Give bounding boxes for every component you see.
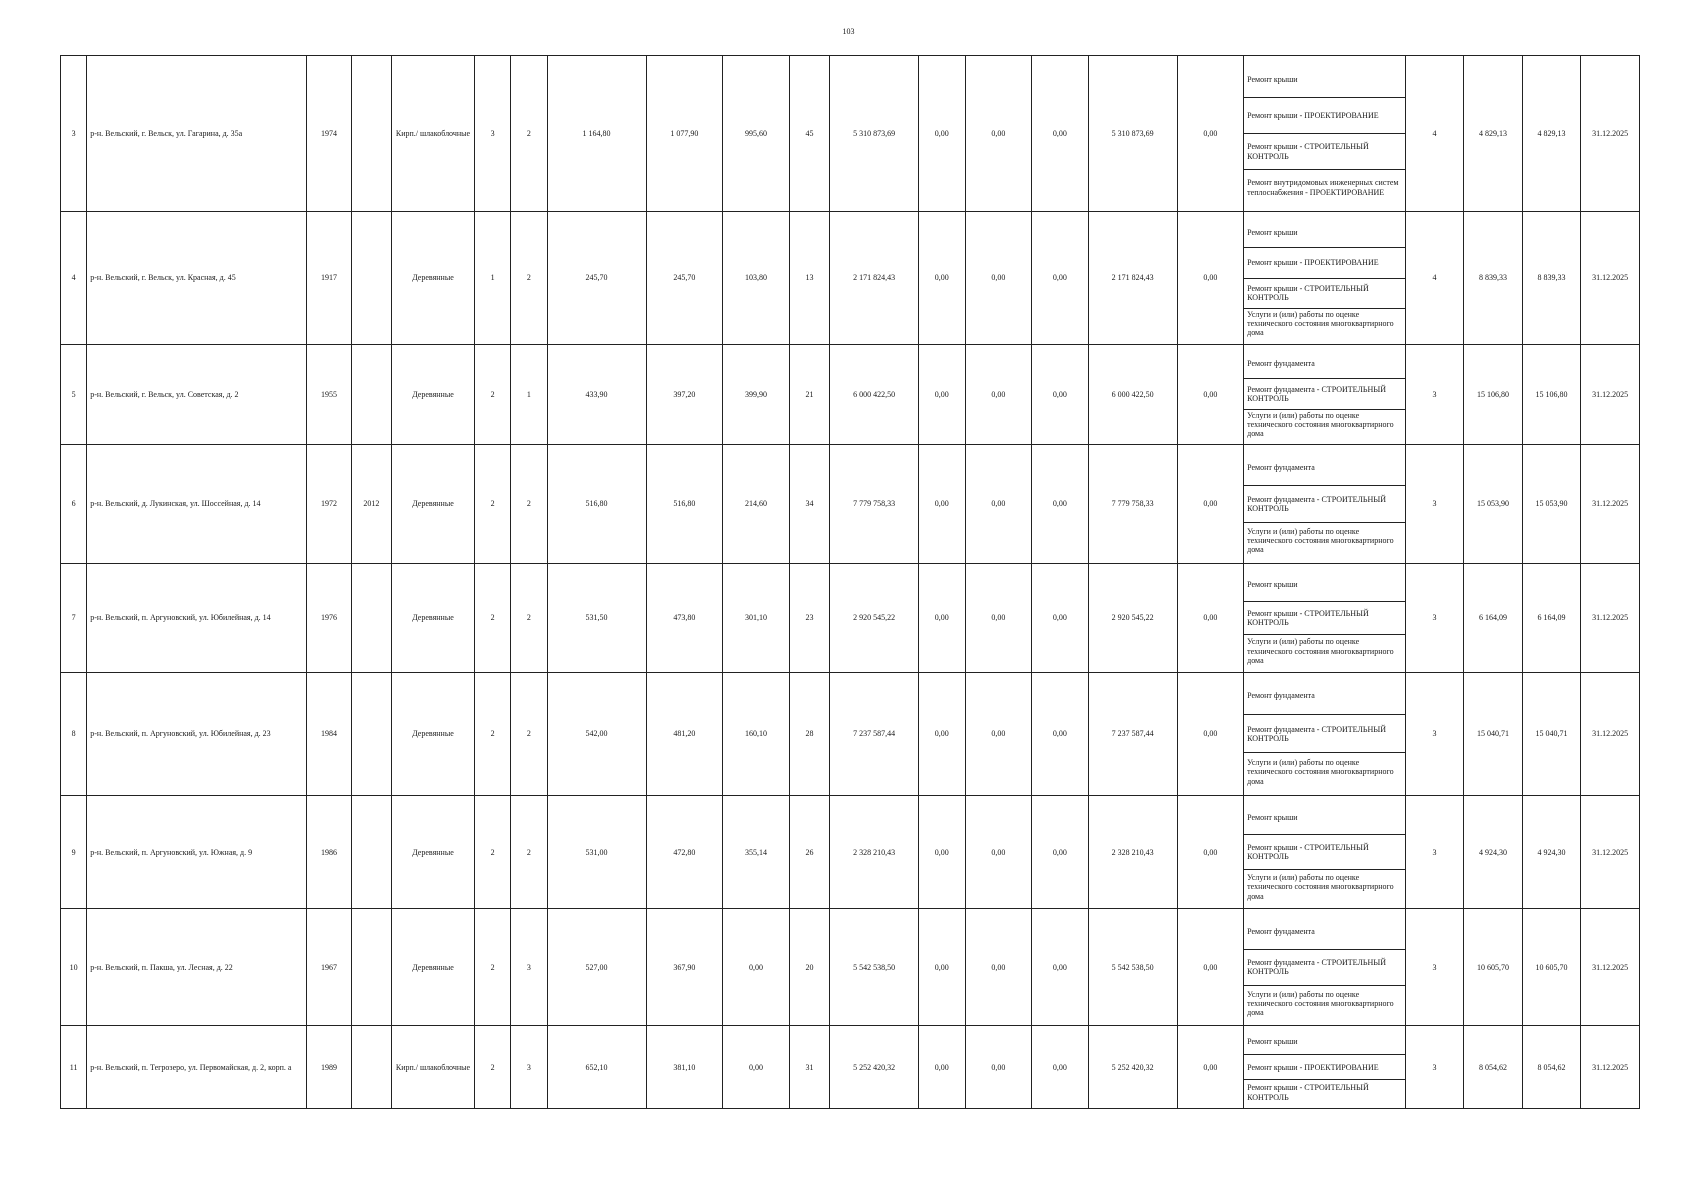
living-area-cell: 473,80 bbox=[646, 564, 723, 673]
residential-area-cell: 355,14 bbox=[723, 796, 790, 909]
total-cost-cell: 6 000 422,50 bbox=[830, 344, 919, 444]
municipal-cost-cell: 0,00 bbox=[1032, 344, 1089, 444]
floors-cell: 2 bbox=[474, 672, 510, 796]
fund-cost-cell: 0,00 bbox=[919, 344, 965, 444]
regional-cost-cell: 0,00 bbox=[965, 56, 1032, 212]
other-cost-cell: 0,00 bbox=[1177, 444, 1244, 563]
wall-material-cell: Кирп./ шлакоблочные bbox=[392, 56, 475, 212]
wall-material-cell: Деревянные bbox=[392, 444, 475, 563]
wall-material-cell: Деревянные bbox=[392, 672, 475, 796]
unit-cost-max-cell: 10 605,70 bbox=[1522, 909, 1581, 1026]
other-cost-cell: 0,00 bbox=[1177, 672, 1244, 796]
works-list-cell bbox=[1244, 796, 1406, 909]
total-area-cell: 1 164,80 bbox=[547, 56, 646, 212]
work-item: Ремонт фундамента - СТРОИТЕЛЬНЫЙ КОНТРОЛЬ bbox=[1244, 486, 1405, 523]
table-row bbox=[61, 344, 1640, 444]
total-area-cell: 531,00 bbox=[547, 796, 646, 909]
regional-cost-cell: 0,00 bbox=[965, 796, 1032, 909]
living-area-cell: 1 077,90 bbox=[646, 56, 723, 212]
wall-material-cell: Деревянные bbox=[392, 796, 475, 909]
living-area-cell: 381,10 bbox=[646, 1026, 723, 1109]
deadline-cell: 31.12.2025 bbox=[1581, 1026, 1640, 1109]
work-item: Ремонт фундамента - СТРОИТЕЛЬНЫЙ КОНТРОЛЬ bbox=[1244, 950, 1405, 986]
unit-cost-max-cell: 6 164,09 bbox=[1522, 564, 1581, 673]
row-number: 8 bbox=[61, 672, 87, 796]
fund-cost-cell: 0,00 bbox=[919, 56, 965, 212]
entrances-cell: 2 bbox=[511, 444, 547, 563]
works-list-cell bbox=[1244, 212, 1406, 344]
total-area-cell: 542,00 bbox=[547, 672, 646, 796]
work-item: Услуги и (или) работы по оценке технического состояния многоквартирного дома bbox=[1247, 758, 1394, 786]
owners-cost-cell: 5 542 538,50 bbox=[1088, 909, 1177, 1026]
wall-material-cell: Кирп./ шлакоблочные bbox=[392, 1026, 475, 1109]
row-number: 6 bbox=[61, 444, 87, 563]
residential-area-cell: 995,60 bbox=[723, 56, 790, 212]
deadline-cell: 31.12.2025 bbox=[1581, 796, 1640, 909]
other-cost-cell: 0,00 bbox=[1177, 564, 1244, 673]
total-cost-cell: 5 252 420,32 bbox=[830, 1026, 919, 1109]
work-item: Ремонт фундамента bbox=[1244, 677, 1405, 715]
work-count-cell: 4 bbox=[1405, 212, 1464, 344]
year-built-cell: 1917 bbox=[307, 212, 351, 344]
address-cell: р-н. Вельский, п. Аргуновский, ул. Юбилейная, д. 14 bbox=[87, 564, 307, 673]
wall-material-cell: Деревянные bbox=[392, 344, 475, 444]
row-number: 3 bbox=[61, 56, 87, 212]
total-cost-cell: 2 920 545,22 bbox=[830, 564, 919, 673]
total-cost-cell: 5 310 873,69 bbox=[830, 56, 919, 212]
year-renovation-cell: 2012 bbox=[351, 444, 391, 563]
floors-cell: 2 bbox=[474, 444, 510, 563]
total-area-cell: 516,80 bbox=[547, 444, 646, 563]
fund-cost-cell: 0,00 bbox=[919, 564, 965, 673]
works-list-cell bbox=[1244, 564, 1406, 673]
residential-area-cell: 160,10 bbox=[723, 672, 790, 796]
row-number: 7 bbox=[61, 564, 87, 673]
residential-area-cell: 103,80 bbox=[723, 212, 790, 344]
year-built-cell: 1972 bbox=[307, 444, 351, 563]
year-renovation-cell bbox=[351, 796, 391, 909]
row-number: 10 bbox=[61, 909, 87, 1026]
work-count-cell: 3 bbox=[1405, 1026, 1464, 1109]
living-area-cell: 516,80 bbox=[646, 444, 723, 563]
address-cell: р-н. Вельский, г. Вельск, ул. Гагарина, д. 35а bbox=[87, 56, 307, 212]
year-renovation-cell bbox=[351, 344, 391, 444]
residential-area-cell: 301,10 bbox=[723, 564, 790, 673]
work-item: Ремонт внутридомовых инженерных систем теплоснабжения - ПРОЕКТИРОВАНИЕ bbox=[1247, 178, 1399, 197]
works-list-cell bbox=[1244, 1026, 1406, 1109]
deadline-cell: 31.12.2025 bbox=[1581, 444, 1640, 563]
floors-cell: 2 bbox=[474, 344, 510, 444]
owners-cost-cell: 7 237 587,44 bbox=[1088, 672, 1177, 796]
fund-cost-cell: 0,00 bbox=[919, 1026, 965, 1109]
works-list-cell bbox=[1244, 56, 1406, 212]
work-item: Ремонт фундамента bbox=[1244, 349, 1405, 380]
table-row bbox=[61, 1026, 1640, 1109]
work-item: Ремонт крыши - СТРОИТЕЛЬНЫЙ КОНТРОЛЬ bbox=[1244, 134, 1405, 170]
living-area-cell: 245,70 bbox=[646, 212, 723, 344]
address-cell: р-н. Вельский, д. Лукинская, ул. Шоссейная, д. 14 bbox=[87, 444, 307, 563]
owners-cost-cell: 2 171 824,43 bbox=[1088, 212, 1177, 344]
work-item: Услуги и (или) работы по оценке технического состояния многоквартирного дома bbox=[1247, 873, 1394, 901]
row-number: 4 bbox=[61, 212, 87, 344]
total-area-cell: 531,50 bbox=[547, 564, 646, 673]
total-cost-cell: 2 171 824,43 bbox=[830, 212, 919, 344]
year-built-cell: 1955 bbox=[307, 344, 351, 444]
work-item: Ремонт фундамента bbox=[1244, 914, 1405, 950]
address-cell: р-н. Вельский, п. Пакша, ул. Лесная, д. 22 bbox=[87, 909, 307, 1026]
unit-cost-max-cell: 4 924,30 bbox=[1522, 796, 1581, 909]
capital-repair-table bbox=[60, 55, 1640, 1109]
entrances-cell: 2 bbox=[511, 56, 547, 212]
entrances-cell: 2 bbox=[511, 796, 547, 909]
work-count-cell: 4 bbox=[1405, 56, 1464, 212]
deadline-cell: 31.12.2025 bbox=[1581, 212, 1640, 344]
deadline-cell: 31.12.2025 bbox=[1581, 564, 1640, 673]
residents-count-cell: 23 bbox=[789, 564, 829, 673]
unit-cost-max-cell: 8 054,62 bbox=[1522, 1026, 1581, 1109]
fund-cost-cell: 0,00 bbox=[919, 444, 965, 563]
total-cost-cell: 7 779 758,33 bbox=[830, 444, 919, 563]
address-cell: р-н. Вельский, п. Аргуновский, ул. Южная, д. 9 bbox=[87, 796, 307, 909]
work-count-cell: 3 bbox=[1405, 444, 1464, 563]
floors-cell: 1 bbox=[474, 212, 510, 344]
fund-cost-cell: 0,00 bbox=[919, 909, 965, 1026]
table-row bbox=[61, 672, 1640, 796]
municipal-cost-cell: 0,00 bbox=[1032, 564, 1089, 673]
year-built-cell: 1984 bbox=[307, 672, 351, 796]
work-item: Ремонт крыши - СТРОИТЕЛЬНЫЙ КОНТРОЛЬ bbox=[1244, 835, 1405, 870]
work-item: Услуги и (или) работы по оценке технического состояния многоквартирного дома bbox=[1247, 526, 1394, 555]
other-cost-cell: 0,00 bbox=[1177, 1026, 1244, 1109]
wall-material-cell: Деревянные bbox=[392, 212, 475, 344]
fund-cost-cell: 0,00 bbox=[919, 672, 965, 796]
work-item: Ремонт крыши - СТРОИТЕЛЬНЫЙ КОНТРОЛЬ bbox=[1247, 1083, 1369, 1102]
unit-cost-cell: 15 106,80 bbox=[1464, 344, 1523, 444]
row-number: 5 bbox=[61, 344, 87, 444]
municipal-cost-cell: 0,00 bbox=[1032, 909, 1089, 1026]
address-cell: р-н. Вельский, п. Тегрозеро, ул. Первомайская, д. 2, корп. а bbox=[87, 1026, 307, 1109]
table-row bbox=[61, 56, 1640, 212]
page-number: 103 bbox=[842, 27, 855, 36]
municipal-cost-cell: 0,00 bbox=[1032, 56, 1089, 212]
residential-area-cell: 0,00 bbox=[723, 1026, 790, 1109]
fund-cost-cell: 0,00 bbox=[919, 796, 965, 909]
year-renovation-cell bbox=[351, 564, 391, 673]
work-item: Услуги и (или) работы по оценке технического состояния многоквартирного дома bbox=[1247, 989, 1394, 1017]
floors-cell: 3 bbox=[474, 56, 510, 212]
work-item: Ремонт крыши - ПРОЕКТИРОВАНИЕ bbox=[1244, 248, 1405, 278]
regional-cost-cell: 0,00 bbox=[965, 909, 1032, 1026]
year-built-cell: 1989 bbox=[307, 1026, 351, 1109]
total-cost-cell: 7 237 587,44 bbox=[830, 672, 919, 796]
work-item: Услуги и (или) работы по оценке технического состояния многоквартирного дома bbox=[1247, 637, 1394, 665]
address-cell: р-н. Вельский, г. Вельск, ул. Советская, д. 2 bbox=[87, 344, 307, 444]
year-built-cell: 1974 bbox=[307, 56, 351, 212]
row-number: 9 bbox=[61, 796, 87, 909]
year-renovation-cell bbox=[351, 56, 391, 212]
works-list-cell bbox=[1244, 672, 1406, 796]
other-cost-cell: 0,00 bbox=[1177, 56, 1244, 212]
total-area-cell: 433,90 bbox=[547, 344, 646, 444]
municipal-cost-cell: 0,00 bbox=[1032, 796, 1089, 909]
living-area-cell: 472,80 bbox=[646, 796, 723, 909]
unit-cost-cell: 4 829,13 bbox=[1464, 56, 1523, 212]
entrances-cell: 1 bbox=[511, 344, 547, 444]
regional-cost-cell: 0,00 bbox=[965, 1026, 1032, 1109]
residents-count-cell: 45 bbox=[789, 56, 829, 212]
regional-cost-cell: 0,00 bbox=[965, 672, 1032, 796]
other-cost-cell: 0,00 bbox=[1177, 212, 1244, 344]
owners-cost-cell: 5 310 873,69 bbox=[1088, 56, 1177, 212]
unit-cost-cell: 4 924,30 bbox=[1464, 796, 1523, 909]
unit-cost-max-cell: 15 053,90 bbox=[1522, 444, 1581, 563]
address-cell: р-н. Вельский, г. Вельск, ул. Красная, д. 45 bbox=[87, 212, 307, 344]
work-item: Ремонт крыши - СТРОИТЕЛЬНЫЙ КОНТРОЛЬ bbox=[1244, 279, 1405, 309]
living-area-cell: 397,20 bbox=[646, 344, 723, 444]
total-area-cell: 527,00 bbox=[547, 909, 646, 1026]
year-renovation-cell bbox=[351, 672, 391, 796]
regional-cost-cell: 0,00 bbox=[965, 344, 1032, 444]
other-cost-cell: 0,00 bbox=[1177, 909, 1244, 1026]
unit-cost-cell: 15 040,71 bbox=[1464, 672, 1523, 796]
owners-cost-cell: 2 920 545,22 bbox=[1088, 564, 1177, 673]
entrances-cell: 2 bbox=[511, 672, 547, 796]
unit-cost-max-cell: 8 839,33 bbox=[1522, 212, 1581, 344]
table-row bbox=[61, 212, 1640, 344]
work-item: Ремонт крыши bbox=[1244, 218, 1405, 248]
regional-cost-cell: 0,00 bbox=[965, 444, 1032, 563]
table-row bbox=[61, 444, 1640, 563]
owners-cost-cell: 6 000 422,50 bbox=[1088, 344, 1177, 444]
year-renovation-cell bbox=[351, 212, 391, 344]
residential-area-cell: 0,00 bbox=[723, 909, 790, 1026]
unit-cost-max-cell: 4 829,13 bbox=[1522, 56, 1581, 212]
deadline-cell: 31.12.2025 bbox=[1581, 344, 1640, 444]
work-item: Ремонт фундамента - СТРОИТЕЛЬНЫЙ КОНТРОЛЬ bbox=[1244, 715, 1405, 753]
work-item: Ремонт фундамента - СТРОИТЕЛЬНЫЙ КОНТРОЛЬ bbox=[1244, 379, 1405, 410]
residents-count-cell: 20 bbox=[789, 909, 829, 1026]
work-count-cell: 3 bbox=[1405, 796, 1464, 909]
wall-material-cell: Деревянные bbox=[392, 564, 475, 673]
residential-area-cell: 399,90 bbox=[723, 344, 790, 444]
residents-count-cell: 21 bbox=[789, 344, 829, 444]
year-built-cell: 1976 bbox=[307, 564, 351, 673]
work-item: Ремонт фундамента bbox=[1244, 449, 1405, 486]
deadline-cell: 31.12.2025 bbox=[1581, 56, 1640, 212]
work-item: Ремонт крыши - ПРОЕКТИРОВАНИЕ bbox=[1244, 1055, 1405, 1080]
work-item: Ремонт крыши bbox=[1244, 568, 1405, 601]
unit-cost-cell: 10 605,70 bbox=[1464, 909, 1523, 1026]
table-body bbox=[61, 56, 1640, 1109]
floors-cell: 2 bbox=[474, 564, 510, 673]
work-item: Ремонт крыши bbox=[1244, 1030, 1405, 1055]
residents-count-cell: 13 bbox=[789, 212, 829, 344]
unit-cost-max-cell: 15 106,80 bbox=[1522, 344, 1581, 444]
unit-cost-cell: 15 053,90 bbox=[1464, 444, 1523, 563]
work-count-cell: 3 bbox=[1405, 564, 1464, 673]
residential-area-cell: 214,60 bbox=[723, 444, 790, 563]
other-cost-cell: 0,00 bbox=[1177, 796, 1244, 909]
work-count-cell: 3 bbox=[1405, 344, 1464, 444]
table-row bbox=[61, 796, 1640, 909]
owners-cost-cell: 5 252 420,32 bbox=[1088, 1026, 1177, 1109]
regional-cost-cell: 0,00 bbox=[965, 564, 1032, 673]
table-row bbox=[61, 564, 1640, 673]
regional-cost-cell: 0,00 bbox=[965, 212, 1032, 344]
work-count-cell: 3 bbox=[1405, 672, 1464, 796]
floors-cell: 2 bbox=[474, 796, 510, 909]
year-renovation-cell bbox=[351, 1026, 391, 1109]
owners-cost-cell: 2 328 210,43 bbox=[1088, 796, 1177, 909]
table-row bbox=[61, 909, 1640, 1026]
year-built-cell: 1986 bbox=[307, 796, 351, 909]
owners-cost-cell: 7 779 758,33 bbox=[1088, 444, 1177, 563]
fund-cost-cell: 0,00 bbox=[919, 212, 965, 344]
row-number: 11 bbox=[61, 1026, 87, 1109]
works-list-cell bbox=[1244, 444, 1406, 563]
unit-cost-cell: 8 839,33 bbox=[1464, 212, 1523, 344]
work-item: Ремонт крыши bbox=[1244, 62, 1405, 98]
address-cell: р-н. Вельский, п. Аргуновский, ул. Юбилейная, д. 23 bbox=[87, 672, 307, 796]
total-cost-cell: 5 542 538,50 bbox=[830, 909, 919, 1026]
year-built-cell: 1967 bbox=[307, 909, 351, 1026]
works-list-cell bbox=[1244, 344, 1406, 444]
floors-cell: 2 bbox=[474, 1026, 510, 1109]
total-area-cell: 245,70 bbox=[547, 212, 646, 344]
floors-cell: 2 bbox=[474, 909, 510, 1026]
residents-count-cell: 34 bbox=[789, 444, 829, 563]
work-count-cell: 3 bbox=[1405, 909, 1464, 1026]
entrances-cell: 3 bbox=[511, 909, 547, 1026]
residents-count-cell: 31 bbox=[789, 1026, 829, 1109]
wall-material-cell: Деревянные bbox=[392, 909, 475, 1026]
entrances-cell: 2 bbox=[511, 564, 547, 673]
municipal-cost-cell: 0,00 bbox=[1032, 444, 1089, 563]
residents-count-cell: 26 bbox=[789, 796, 829, 909]
unit-cost-max-cell: 15 040,71 bbox=[1522, 672, 1581, 796]
other-cost-cell: 0,00 bbox=[1177, 344, 1244, 444]
municipal-cost-cell: 0,00 bbox=[1032, 1026, 1089, 1109]
residents-count-cell: 28 bbox=[789, 672, 829, 796]
works-list-cell bbox=[1244, 909, 1406, 1026]
entrances-cell: 2 bbox=[511, 212, 547, 344]
work-item: Услуги и (или) работы по оценке технического состояния многоквартирного дома bbox=[1247, 309, 1394, 338]
living-area-cell: 481,20 bbox=[646, 672, 723, 796]
unit-cost-cell: 6 164,09 bbox=[1464, 564, 1523, 673]
deadline-cell: 31.12.2025 bbox=[1581, 909, 1640, 1026]
living-area-cell: 367,90 bbox=[646, 909, 723, 1026]
municipal-cost-cell: 0,00 bbox=[1032, 672, 1089, 796]
entrances-cell: 3 bbox=[511, 1026, 547, 1109]
deadline-cell: 31.12.2025 bbox=[1581, 672, 1640, 796]
work-item: Ремонт крыши bbox=[1244, 801, 1405, 836]
municipal-cost-cell: 0,00 bbox=[1032, 212, 1089, 344]
total-cost-cell: 2 328 210,43 bbox=[830, 796, 919, 909]
year-renovation-cell bbox=[351, 909, 391, 1026]
work-item: Услуги и (или) работы по оценке технического состояния многоквартирного дома bbox=[1247, 411, 1394, 439]
work-item: Ремонт крыши - СТРОИТЕЛЬНЫЙ КОНТРОЛЬ bbox=[1244, 602, 1405, 635]
unit-cost-cell: 8 054,62 bbox=[1464, 1026, 1523, 1109]
work-item: Ремонт крыши - ПРОЕКТИРОВАНИЕ bbox=[1244, 98, 1405, 134]
total-area-cell: 652,10 bbox=[547, 1026, 646, 1109]
